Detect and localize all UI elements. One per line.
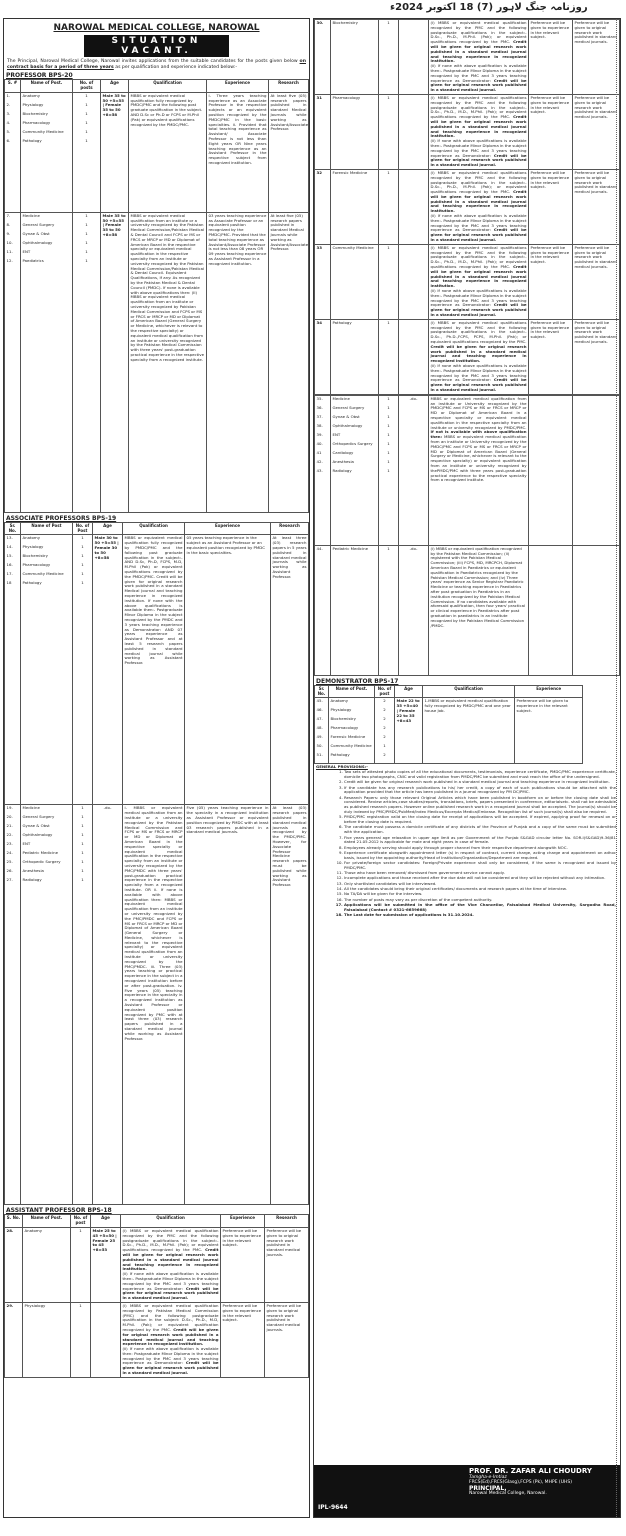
post-entry: Gynae & Obst <box>22 230 50 236</box>
intro-text: The Principal, Narowal Medical College, Narowal invites applications from the suitable candidates for the posts given below on contract basis for a period of three years as per qualification and experience indicated below:- <box>7 59 306 70</box>
provision-item: 8. Employees already serving should apply through proper channel from their respective department alongwith NOC. <box>344 846 616 851</box>
post-entry: 2 <box>383 698 386 704</box>
professor-table <box>4 79 309 513</box>
section-associate-professor: ASSOCIATE PROFESSORS BPS-19 <box>6 514 117 522</box>
post-entry: 50. <box>316 743 323 749</box>
post-entry: Medicine <box>22 212 40 218</box>
signature-block: PROF. DR. ZAFAR ALI CHOUDRY Tamgha-e-Imtiaz FRCS(Ed),FRCS(Glasg),FCPS (Pk), MHPE (UHS) PRINCIPAL, Narowal Medical College, Narowal. IPL-9644 <box>314 1465 620 1517</box>
provision-item: 5. PMDC/PMC registration valid on the closing date for receipt of applications will be accepted. If expired, applying proof for renewal on or before the closing date is required. <box>344 815 616 825</box>
table-header: S. No. Name of Post. No. of post Age Qualification Experience Research <box>5 1215 309 1228</box>
post-entry: 1 <box>81 823 84 829</box>
table-header: Sr. No. Name of Post. No. of post Age Qualification Experience <box>315 685 583 698</box>
post-entry: 42. <box>316 458 323 464</box>
post-entry: 2 <box>383 725 386 731</box>
post-entry: Pathology <box>22 137 42 143</box>
column-border <box>616 19 620 1517</box>
post-entry: 22. <box>6 832 13 838</box>
post-entry: Anatomy <box>330 698 349 704</box>
post-entry: 1 <box>85 128 88 134</box>
post-entry: 1 <box>81 841 84 847</box>
post-entry: ENT <box>22 841 31 847</box>
post-entry: 17. <box>6 571 13 577</box>
provision-item: 11. Those who have been removed/ dismissed from government service cannot apply. <box>344 871 616 876</box>
post-entry: 49. <box>316 734 323 740</box>
table-row: 30. Biochemistry 1 (i) MBBS or equivalent medical qualification recognized by the PMC and the following postgraduate qualifications in the subject:- D.Sc., Ph.D., M.Phil. (Pak); or equivalent qualifications recognized by the PMC. Credit will be given for original research work published in a standard medical journal and teaching experience in recognized institution. (ii) If none with above qualification is available then:- Postgraduate Minor Diploma in the subject recognized by the PMC and 3 years teaching experience as Demonstrator: Credit will be given for original research work published in a standard medical journal. Preference will be given to experience in the relevant subject. Preference will be given to original research work published in standard medical journals. <box>315 20 620 95</box>
post-entry: 1 <box>387 467 390 473</box>
post-entry: 1 <box>81 832 84 838</box>
post-entry: 1 <box>85 248 88 254</box>
post-entry: 2 <box>383 716 386 722</box>
post-entry: 1 <box>387 431 390 437</box>
general-provisions: GENERAL PROVISIONS:- 1. Two sets of attested photo copies of all the educational documents, testimonials, experience certificate, PMDC/PMC experience certificate, domicile two photographs, CNIC and valid registration from PMDC/PMC be submitted and must reach the office of the undersigned. 2. Credit will be given for original research work published in a standard medical journal and teaching experience in recognized institution. 3. If the candidate has any research publications to his/ her credit, a copy of each of such publications should be attached with the application provided that the article has been published in a journal recognized by PM DC/PMC. 4. Research Papers: only those relevant Original Articles which have been published in bookform on or before the closing date shall be considered. Review articles,case studies/reports, translations, briefs, papers presented in conference, editorialsetc. shall not be admissible as published research papers. However online published research work in a recognized journal shall be accepted. The journal(s) should be duly indexed by PMC/PMDC/PubMed/Index Medicus/Excerpta Medica/Embrase. Recognition list of such journal(s) shall also be required. 5. PMDC/PMC registration valid on the closing date for receipt of applications will be accepted. If expired, applying proof for renewal on or before the closing date is required. 6. The candidate must possess a domicile certificate of any districts of the Province of Punjab and a copy of the same must be submitted with the application. 7. Five years general age relaxation in upper age limit as per Government of the Punjab S&GAD circular letter No. SOR-I(S&GAD)9-36/81 dated 21.05.2012 is applicable for male and eight years in case of female. 8. Employees already serving should apply through proper channel from their respective department alongwith NOC. 9. Experience certificate alongwith appointment letter (s) in respect of contract, current charge, acting charge and appointment on adhoc basis, issued by the appointing authority/Head of Institution/Organization/Department are required. 10. For private/foreign sector candidates: Foreign/Private experience shall only be considered, if the same is recognized and issued by PMDC/PMC. 11. Those who have been removed/ dismissed from government service cannot apply. 12. Incomplete applications and those received after the due date will not be considered and they will be rejected without any intimation. 13. Only shortlisted candidates will be interviewed. 14. All the candidates should bring their original certificates/ documents and research papers at the time of interview. 15. No TA/DA will be given for the interview. 16. The number of posts may vary as per discretion of the competent authority. 17. Applications will be submitted in the office of the Vice Chancellor, Faisalabad Medical University, Sargodha Road, Faisalabad (Contact # 0321-6659668) 18. The Last date for submission of applications is 31.10.2024. <box>314 764 620 919</box>
post-entry: 1 <box>81 850 84 856</box>
assistant-professor-table-left <box>4 1214 309 1378</box>
post-entry: 1 <box>81 805 84 811</box>
post-entry: 1 <box>85 119 88 125</box>
post-entry: 1 <box>85 137 88 143</box>
post-entry: 1 <box>85 230 88 236</box>
post-entry: Orthopedics Surgery <box>332 440 373 446</box>
post-entry: 35. <box>316 395 323 401</box>
assistant-professor-table-right <box>314 19 620 395</box>
section-assistant-professor: ASSISTANT PROFESSOR BPS-18 <box>6 1207 112 1215</box>
post-entry: 2 <box>383 707 386 713</box>
post-entry: 1 <box>387 440 390 446</box>
post-entry: 39. <box>316 431 323 437</box>
table-row: 35. 36. 37. 38. 39. 40. 41 42. 43. Medicine General Surgery Gynae & Obst Ophthalmology ENT Orthopedics Surgery Cardiology Anesthesia Radiology 1 1 1 1 1 1 1 1 1 -do- MBBS or equivalent medical qualification from an institute or University recognized by the PMDC/PMC and FCPS or MS or FRCS or MRCP or MD or Diplomat of American Board in a respective specialty or equivalent medical qualification in the respective specialty from an institute or university recognized by PMDC/PMC. If not is available with above qualification then: MBBS or equivalent medical qualification from an institute or University recognized by the PMDC/PMC and FCPS or MS or FRCS or MRCP or MD or Diplomat of American Board (General Surgery or Medicine, whichever is relevant to the respective specialty) or equivalent qualification from an institute or university recognized by thePMDC/PMC with three years post-graduation practical experience to the respective specialty from a recognized institute. <box>315 395 620 545</box>
post-entry: 1 <box>85 101 88 107</box>
post-entry: 1 <box>81 814 84 820</box>
provision-item: 18. The Last date for submission of applications is 31.10.2024. <box>344 913 616 918</box>
post-entry: Forensic Medicine <box>330 734 366 740</box>
post-entry: Radiology <box>332 467 352 473</box>
post-entry: Anesthesia <box>22 868 44 874</box>
post-entry: 1 <box>387 404 390 410</box>
post-entry: Biochemistry <box>22 110 48 116</box>
assistant-professor-clinical-table <box>314 395 620 676</box>
provision-item: 15. No TA/DA will be given for the interview. <box>344 892 616 897</box>
signatory-name: PROF. DR. ZAFAR ALI CHOUDRY <box>469 1467 592 1475</box>
post-entry: 41 <box>316 449 322 455</box>
post-entry: 1 <box>383 743 386 749</box>
post-entry: 27. <box>6 877 13 883</box>
post-entry: Biochemistry <box>330 716 356 722</box>
post-entry: 1 <box>85 110 88 116</box>
post-entry: 14. <box>6 544 13 550</box>
post-entry: ENT <box>332 431 341 437</box>
post-entry: 1 <box>387 458 390 464</box>
post-entry: Pharmacology <box>22 119 51 125</box>
section-professor: PROFESSOR BPS-20 <box>6 72 73 80</box>
post-entry: 1 <box>81 859 84 865</box>
post-entry: 24. <box>6 850 13 856</box>
provisions-list <box>338 770 616 918</box>
post-entry: Anatomy <box>22 535 41 541</box>
post-entry: 7. <box>6 212 11 218</box>
post-entry: 38. <box>316 422 323 428</box>
provision-item: 2. Credit will be given for original research work published in a standard medical journal and teaching experience in recognized institution. <box>344 780 616 785</box>
table-row: 32 Forensic Medicine 1 (i) MBBS or equivalent medical qualifications recognized by the PMC and the following postgraduate qualifications in the subject:- D.Sc., Ph.D., M.Phil. (Pak); or equivalent qualifications recognized by the PMC. Credit will be given for original research work published in a standard medical journal and teaching experience in recognized institution. (ii) If none with above qualification is available then:- Postgraduate Minor Diploma in the subject recognized by the PMC and 3 years teaching experience as Demonstrator: Credit will be given for original research work published in a standard medical journal. Preference will be given to experience in the relevant subject. Preference will be given to original research work published in standard medical journals. <box>315 169 620 244</box>
post-entry: Physiology <box>22 544 44 550</box>
provision-item: 16. The number of posts may vary as per discretion of the competent authority. <box>344 898 616 903</box>
table-row: 31 Pharmacology 1 (i) MBBS or equivalent medical qualifications recognized by the PMC and the following postgraduate qualifications in the subject:- D.Sc., Ph.D., M.D., M.Phil. (Pak); or equivalent qualifications recognized by the PMC. Credit will be given for original research work published in a standard medical journal and teaching experience in recognized institution. (ii) If none with above qualifications is available then:- Postgraduate Minor Diploma in the subject recognized by the PMC and 3 years teaching experience as Demonstrator: Credit will be given for original research work published in a standard medical journal. Preference will be given to experience in the relevant subject. Preference will be given to original research work published in standard medical journals. <box>315 94 620 169</box>
post-entry: Radiology <box>22 877 42 883</box>
table-row: 34 Pathology 1 (i) MBBS or equivalent medical qualifications recognized by the PMC and the following postgraduate qualifications in the subject:- D.Sc., Ph.D.,FCPS, PCPS, M.Phil. (Pak); or equivalent qualifications recognized by the PMC. Credit will be given for original research work published in a standard medical journal and teaching experience in recognized institution. (ii) If none with above qualifications is available then:- Postgraduate Minor Diploma in the subject recognized by the PMC and 3 years teaching experience as Demonstrator: Credit will be given for original research work published in a standard medical journal. Preference will be given to experience in the relevant subject. Preference will be given to original research work published in standard medical journals. <box>315 319 620 394</box>
post-entry: 1 <box>85 257 88 263</box>
post-entry: 1 <box>387 413 390 419</box>
demonstrator-table <box>314 685 583 765</box>
post-entry: 1 <box>85 92 88 98</box>
post-entry: Medicine <box>332 395 350 401</box>
post-entry: Paediatrics <box>22 257 44 263</box>
provision-item: 17. Applications will be submitted in the office of the Vice Chancellor, Faisalabad Medical University, Sargodha Road, Faisalabad (Contact # 0321-6659668) <box>344 903 616 913</box>
post-entry: Medicine <box>22 805 40 811</box>
post-entry: 1 <box>387 395 390 401</box>
post-entry: 46. <box>316 707 323 713</box>
post-entry: ENT <box>22 248 31 254</box>
post-entry: 1 <box>81 553 84 559</box>
post-entry: 2. <box>6 101 11 107</box>
newspaper-masthead: روزنامہ جنگ لاہور (7) 18 اکتوبر 2024ء <box>390 2 588 13</box>
post-entry: Community Medicine <box>22 571 64 577</box>
post-entry: Ophthalmology <box>22 832 53 838</box>
page-title: NAROWAL MEDICAL COLLEGE, NAROWAL <box>53 23 260 33</box>
associate-professor-table <box>4 522 309 1206</box>
section-demonstrator: DEMONSTRATOR BPS-17 <box>316 677 399 685</box>
ad-code: IPL-9644 <box>318 1504 348 1511</box>
provision-item: 14. All the candidates should bring their original certificates/ documents and research papers at the time of interview. <box>344 887 616 892</box>
post-entry: 11. <box>6 248 13 254</box>
table-row: 1. 2. 3. 4. 5. 6. Anatomy Physiology Biochemistry Pharmacology Community Medicine Pathology 1 1 1 1 1 1 Male 35 to 50 +5=55 | Female 35 to 50 +8=58 MBBS or equivalent medical qualification fully recognized by PMDC/PMC and the following post graduate qualification in the subject. AND D.Sc or Ph.D or FCPS or M.Phil (Pak) or equivalent qualifications recognized by the PMDC/PMC. i. Three years teaching experience as an Associate Professor in the respective subjects or an equivalent position recognized by the PMDC/PMC in the basic specialties. ii. Provided that total teaching experience as Assistant/ Associate Professor is not less than Eight years OR Nine years teaching experience as an Assistant Professor in the respective subject from recognized institution. At least five (05) research papers published in standard Medical Journals while working as Assistant/Associate Professor. <box>5 92 309 212</box>
post-entry: 1 <box>81 580 84 586</box>
table-row: 44. Pediatric Medicine 1 -do- (i) MBBS or equivalent qualification recognized by the Pakistan Medical Commission; (ii) registered with the Pakistan Medical Commission; (iii) FCPS, MD, MRCPCH, Diplomat American Board in Paediatrics or equivalent qualification in Paediatrics recognized by the Pakistan Medical Commission; and (iv) Three years' experience as Senior Registrar Paediatric Medicine or teaching experience in Paediatrics after post graduation in Paediatrics in an institution recognized by the Pakistan Medical Commission. If no candidates available with aforesaid qualification, then four years' practical or clinical experience in Paediatrics after post graduation in paediatrics in an institute recognized by the Pakistan Medical Commission /PMDC. <box>315 545 620 675</box>
post-entry: Physiology <box>330 707 352 713</box>
post-entry: 1 <box>85 221 88 227</box>
post-entry: Community Medicine <box>330 743 372 749</box>
table-row: 29. Physiology 1 (i) MBBS or equivalent medical qualification recognized by Pakistan Medical Commission (PMC) and the following postgraduate qualification in the subject: D.Sc., Ph.D., M.D, M.Phil. (Pak); or equivalent qualification recognized by the PMC. Credit will be given for original research work published in a standard medical journal and teaching experience in recognized institution. (ii) If none with above qualification is available then: Postgraduate Minor Diploma in the subject recognized by the PMC and 3 years teaching experience as Demonstrator: Credit will be given for original research work published in a standard medical journal. Preference will be given to experience in the relevant subject. Preference will be given to original research work published in standard medical journals. <box>5 1302 309 1377</box>
post-entry: 8. <box>6 221 11 227</box>
post-entry: 4. <box>6 119 11 125</box>
post-entry: 48. <box>316 725 323 731</box>
post-entry: Anesthesia <box>332 458 354 464</box>
table-header: S. # Name of Post. No. of posts Age Qualification Experience Research <box>5 80 309 93</box>
provision-item: 6. The candidate must possess a domicile certificate of any districts of the Province of Punjab and a copy of the same must be submitted with the application. <box>344 825 616 835</box>
situation-vacant-banner: SITUATION VACANT. <box>84 35 229 57</box>
provision-item: 10. For private/foreign sector candidates: Foreign/Private experience shall only be considered, if the same is recognized and issued by PMDC/PMC. <box>344 861 616 871</box>
post-entry: 1 <box>81 562 84 568</box>
table-header: Sr. No. Name of Post No. of Post Age Qualification Experience Research <box>5 522 309 535</box>
post-entry: Anatomy <box>22 92 41 98</box>
post-entry: 1 <box>81 877 84 883</box>
post-entry: Pathology <box>330 752 350 758</box>
post-entry: 36. <box>316 404 323 410</box>
post-entry: 16. <box>6 562 13 568</box>
post-entry: 37. <box>316 413 323 419</box>
post-entry: 1 <box>387 422 390 428</box>
table-row: 28. Anatomy 1 Male 25 to 45 +5=50 | Female 25 to 45 +8=53 (i) MBBS or equivalent medical qualification recognized by the PMC and the following postgraduate qualifications in the subject:- D.Sc., Ph.D., M.D., M.Phil. (Pak); or equivalent qualifications recognized by the PMC. Credit will be given for original research work published in a standard medical journal and teaching experience in recognized institution. (ii) If none with above qualification is available then:- Postgraduate Minor Diploma in the subject recognized by the PMC and 3 years teaching experience as Demonstrator: Credit will be given for original research work published in a standard medical journal. Preference will be given to experience in the relevant subject. Preference will be given to original research work published in standard medical journals. <box>5 1227 309 1302</box>
post-entry: 10. <box>6 239 13 245</box>
post-entry: 13. <box>6 535 13 541</box>
post-entry: 9. <box>6 230 11 236</box>
post-entry: Pediatric Medicine <box>22 850 58 856</box>
post-entry: Pathology <box>22 580 42 586</box>
post-entry: 51. <box>316 752 323 758</box>
post-entry: 18 <box>6 580 12 586</box>
post-entry: 15. <box>6 553 13 559</box>
post-entry: Orthopedic Surgery <box>22 859 61 865</box>
post-entry: 26. <box>6 868 13 874</box>
post-entry: General Surgery <box>332 404 365 410</box>
provision-item: 9. Experience certificate alongwith appointment letter (s) in respect of contract, current charge, acting charge and appointment on adhoc basis, issued by the appointing authority/Head of Institution/Organization/Department are required. <box>344 851 616 861</box>
table-row: 7. 8. 9. 10. 11. 12. Medicine General Surgery Gynae & Obst Ophthalmology ENT Paediatrics 1 1 1 1 1 1 Male 35 to 50 +5=55 | Female 35 to 50 +8=58 MBBS or equivalent medical qualification from an institute or a university recognized by the Pakistan Medical Commission/Pakistan Medical & Dental Council and FCPS or MS or FRCS or MRCP or MD or Diplomat of American Board in the respective specialty or equivalent medical qualification in the respective specialty from an institute or university recognized by the Pakistan Medical Commission/Pakistan Medical & Dental Council. Equivalent Qualifications, If any: As recognized by the Pakistan Medical & Dental Council (PMDC). If none is available with above qualifications then: (II) MBBS or equivalent medical qualification from an institute or university recognized by Pakistan Medical Commission and FCPS or MS or FRCS or MRCP or MD or Diplomat of American Board (General Surgery or Medicine, whichever is relevant to the respective specialty) or equivalent medical qualification from an institute or university recognized by the Pakistan Medical Commission with three years' post-graduation practical experience in the respective specialty from a recognized institute. 03 years teaching experience as Associate Professor or an equivalent position recognized by the PMDC/PMC. Provided that the total teaching experience as Assistant/Associate Professor is not less than 08 years OR 09 years teaching experience as Assistant Professor in a recognized institution. At least five (05) research papers published in standard Medical Journals while working as Assistant/Associate Professor. <box>5 212 309 512</box>
provision-item: 7. Five years general age relaxation in upper age limit as per Government of the Punjab S&GAD circular letter No. SOR-I(S&GAD)9-36/81 dated 21.05.2012 is applicable for male and eight years in case of female. <box>344 836 616 846</box>
post-entry: 12. <box>6 257 13 263</box>
post-entry: Biochemistry <box>22 553 48 559</box>
post-entry: 43. <box>316 467 323 473</box>
post-entry: 2 <box>383 734 386 740</box>
post-entry: 1 <box>81 535 84 541</box>
table-row: 13. 14. 15. 16. 17. 18 Anatomy Physiology Biochemistry Pharmacology Community Medicine Pathology 1 1 1 1 1 1 Male 30 to 50 +5=55 | Female 30 to 50 +8=58 MBBS or equivalent medical qualification fully recognized by PMDC/PMC and the following post graduate qualification in the subject:- AND D.Sc, Ph.D, FCPS, M.D, M.Phil (Pak) or equivalent qualifications recognized by the PMDC/PMC. Credit will be given for original research work published in a standard Medical Journal and teaching experience in recognized institution. If none with the above qualifications is available then:- Postgraduate Minor Diploma in the subject recognized by the PMDC and 3 years teaching experience as Demonstrator: AND 07 years experience as Assistant Professor and at least 5 research papers published in standard medical journal while working as Assistant Professor. 05 years teaching experience in the subject as an Assistant Professor or an equivalent position recognized by PMDC in the basic specialties. At least three (03) research papers in 5 years published in standard medical journals while working as Assistant Professor. <box>5 535 309 805</box>
table-row: 19. 20. 21. 22. 23. 24. 25. 26. 27. Medicine General Surgery Gynae & Obst Ophthalmology ENT Pediatric Medicine Orthopedic Surgery Anesthesia Radiology 1 1 1 1 1 1 1 1 1 -do- i. MBBS or equivalent medical qualification from an institute or a university recognized by the Pakistan Medical Commission and FCPS or MS or FRCS or MRCP or MD or Diplomat of American Board in the respective specialty or equivalent medical qualification in the respective specialty from an institute or university recognized by the PMC/PMDC with three years' post-graduation practical experience in the respective specialty from a recognized institute. OR ii. If none is available with above qualification then: MBBS or equivalent medical qualification from an institute or university recognized by the PMC/PMDC and FCPS or MS or FRCS or MRCP or MD or Diplomat of American Board (General Surgery or Medicine, whichever is relevant to the respective specialty) or equivalent medical qualification from an institute or university recognized by the PMC/PMDC. iii. Three (03) years teaching or practical experience in the subject in a recognized institution before or after post-graduation. iv. Five years (05) teaching experience in the specialty in a recognized institution as Assistant Professor or equivalent position recognized by PMC with at least three (03) research papers published in a standard medical journal while working as Assistant Professor. Five (05) years teaching experience in the specialty in a recognized institution as Assistant Professor or equivalent position recognized by PMDC with at least 03 research papers published in a standard medical journals. At least (03) research papers published in standard medical journals as recognized by the PMDC/PMC. However, for Associate Professor Medicine research papers must be published while working as Assistant Professor. <box>5 805 309 1205</box>
post-entry: 2 <box>383 752 386 758</box>
post-entry: 1 <box>387 449 390 455</box>
post-entry: 40. <box>316 440 323 446</box>
post-entry: 1. <box>6 92 11 98</box>
post-entry: 20. <box>6 814 13 820</box>
post-entry: 1 <box>85 239 88 245</box>
post-entry: 21. <box>6 823 13 829</box>
post-entry: 47. <box>316 716 323 722</box>
post-entry: 1 <box>81 868 84 874</box>
provision-item: 4. Research Papers: only those relevant Original Articles which have been published in bookform on or before the closing date shall be considered. Review articles,case studies/reports, translations, briefs, papers presented in conference, editorialsetc. shall not be admissible as published research papers. However online published research work in a recognized journal shall be accepted. The journal(s) should be duly indexed by PMC/PMDC/PubMed/Index Medicus/Excerpta Medica/Embrase. Recognition list of such journal(s) shall also be required. <box>344 796 616 815</box>
post-entry: Community Medicine <box>22 128 64 134</box>
post-entry: 23. <box>6 841 13 847</box>
post-entry: Cardiology <box>332 449 354 455</box>
post-entry: 3. <box>6 110 11 116</box>
left-column <box>3 18 310 1518</box>
post-entry: 1 <box>81 544 84 550</box>
right-column <box>313 18 621 1518</box>
table-row: 45. 46. 47. 48. 49. 50. 51. Anatomy Physiology Biochemistry Pharmacology Forensic Medicine Community Medicine Pathology 2 2 2 2 2 1 2 Male 22 to 35 +5=40 | Female 22 to 35 +8=43 1.MBBS or equivalent medical qualification fully recognized by PMDC/PMC and one year house Job. Preference will be given to experience in the relevant subject. <box>315 698 583 764</box>
table-row: 33 Community Medicine 1 (i) MBBS or equivalent medical qualifications recognized by the PMC and the following postgraduate qualifications in the subject:- D.Sc., Ph.D., M.D., M.Phil. (Pak); or equivalent qualifications recognized by the PMC. Credit will be given for original research work published in a standard medical journal and teaching experience in recognized institution. (ii) If none with above qualifications is available then:- Postgraduate Minor Diploma in the subject recognized by the PMC and 3 years teaching experience as Demonstrator: Credit will be given for original research work published in a standard medical journal. Preference will be given to experience in the relevant subject. Preference will be given to original research work published in standard medical journals. <box>315 244 620 319</box>
post-entry: Gynae & Obst <box>22 823 50 829</box>
provision-item: 12. Incomplete applications and those received after the due date will not be considered and they will be rejected without any intimation. <box>344 876 616 881</box>
post-entry: 25. <box>6 859 13 865</box>
post-entry: 19. <box>6 805 13 811</box>
provision-item: 1. Two sets of attested photo copies of all the educational documents, testimonials, experience certificate, PMDC/PMC experience certificate, domicile two photographs, CNIC and valid registration from PMDC/PMC be submitted and must reach the office of the undersigned. <box>344 770 616 780</box>
post-entry: 1 <box>81 571 84 577</box>
post-entry: Physiology <box>22 101 44 107</box>
post-entry: 6. <box>6 137 11 143</box>
post-entry: Ophthalmology <box>332 422 363 428</box>
post-entry: 5. <box>6 128 11 134</box>
post-entry: 45. <box>316 698 323 704</box>
provision-item: 13. Only shortlisted candidates will be interviewed. <box>344 882 616 887</box>
post-entry: Pharmacology <box>330 725 359 731</box>
post-entry: Pharmacology <box>22 562 51 568</box>
post-entry: Gynae & Obst <box>332 413 360 419</box>
post-entry: General Surgery <box>22 814 55 820</box>
post-entry: Ophthalmology <box>22 239 53 245</box>
post-entry: General Surgery <box>22 221 55 227</box>
post-entry: 1 <box>85 212 88 218</box>
provision-item: 3. If the candidate has any research publications to his/ her credit, a copy of each of such publications should be attached with the application provided that the article has been published in a journal recognized by PM DC/PMC. <box>344 786 616 796</box>
